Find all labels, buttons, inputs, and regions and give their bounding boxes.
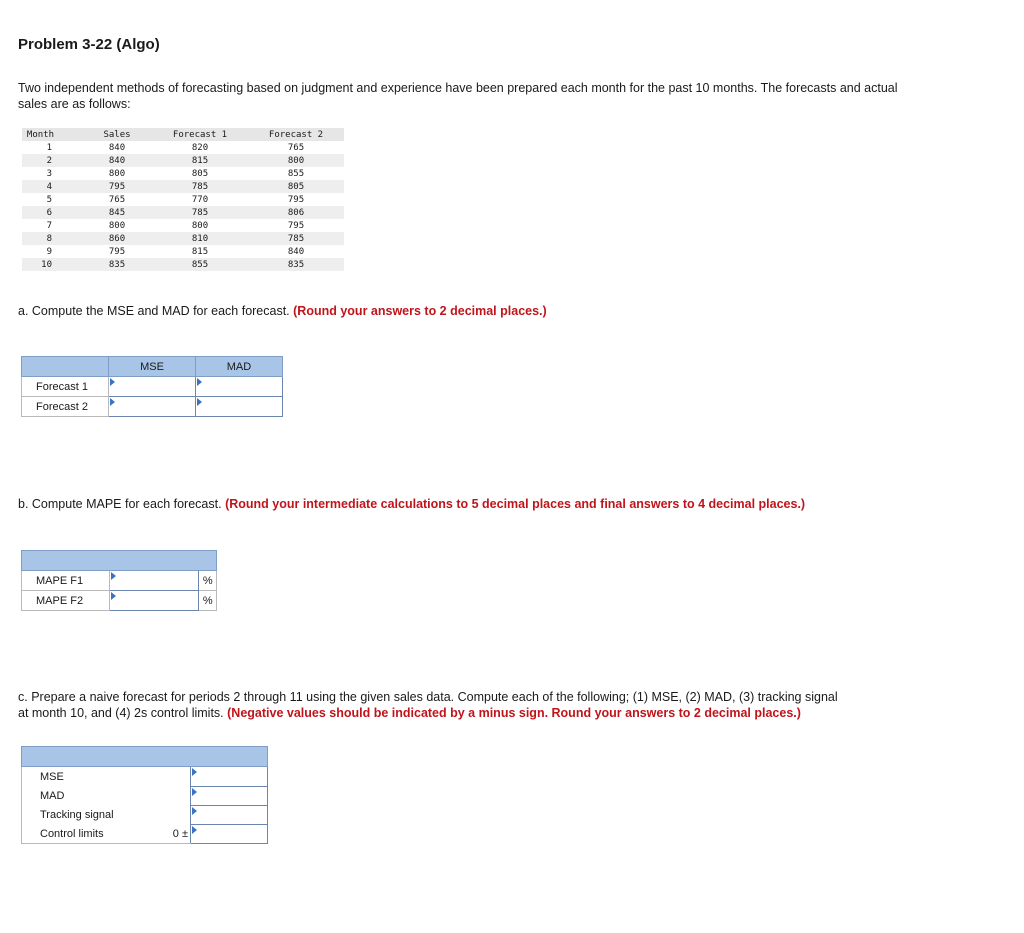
part-b-hint: (Round your intermediate calculations to 5 decimal places and final answers to 4 decimal places.)	[225, 497, 806, 511]
table-row	[22, 206, 344, 219]
cell-forecast-2: 765	[287, 142, 305, 153]
part-b-row-mape-f2: MAPE F2	[22, 591, 110, 611]
cell-forecast-1: 815	[152, 154, 248, 167]
cell-month: 7	[46, 220, 52, 231]
part-c-answer-table	[21, 746, 268, 844]
table-row	[22, 154, 344, 167]
cell-forecast-2: 806	[248, 206, 344, 219]
col-forecast-1: Forecast 1	[152, 128, 248, 141]
part-c-row-mad: MAD	[22, 786, 169, 805]
part-c-row-mse: MSE	[22, 767, 169, 787]
cell-sales: 795	[108, 246, 126, 257]
cell-forecast-1: 855	[152, 258, 248, 271]
table-row	[22, 258, 344, 271]
cell-sales: 800	[108, 220, 126, 231]
forecast-1-mse-input[interactable]	[109, 377, 196, 397]
cell-forecast-2: 795	[287, 194, 305, 205]
cell-forecast-2: 795	[287, 220, 305, 231]
mape-f2-input[interactable]	[109, 591, 199, 611]
cell-forecast-1: 820	[191, 142, 209, 153]
part-a-row-forecast-1: Forecast 1	[22, 377, 109, 397]
cell-forecast-1: 785	[152, 206, 248, 219]
cell-month: 1	[46, 142, 52, 153]
col-forecast-2: Forecast 2	[248, 128, 344, 141]
naive-mad-input[interactable]	[191, 786, 268, 805]
part-a-row-forecast-2: Forecast 2	[22, 397, 109, 417]
part-a-question	[18, 303, 868, 319]
cell-month: 8	[22, 232, 82, 245]
cell-forecast-2: 855	[287, 168, 305, 179]
table-row	[22, 232, 344, 245]
cell-forecast-2: 840	[287, 246, 305, 257]
col-month: Month	[22, 128, 82, 141]
table-row	[22, 141, 344, 154]
part-b-prompt: b. Compute MAPE for each forecast.	[18, 497, 222, 511]
cell-month: 6	[22, 206, 82, 219]
problem-intro: Two independent methods of forecasting based on judgment and experience have been prepared each month for the past 10 months. The forecasts and actual sales are as follows:	[18, 81, 898, 111]
mape-f1-percent: %	[199, 571, 217, 591]
part-b-header	[22, 551, 217, 571]
part-a-prompt: a. Compute the MSE and MAD for each forecast.	[18, 304, 290, 318]
cell-sales: 800	[108, 168, 126, 179]
col-sales: Sales	[82, 128, 152, 141]
table-row	[22, 180, 344, 193]
cell-sales: 845	[82, 206, 152, 219]
cell-forecast-1: 785	[152, 180, 248, 193]
table-row	[22, 219, 344, 232]
cell-forecast-2: 785	[248, 232, 344, 245]
cell-forecast-1: 815	[191, 246, 209, 257]
cell-forecast-1: 800	[191, 220, 209, 231]
cell-month: 5	[46, 194, 52, 205]
part-c-row-tracking-signal: Tracking signal	[22, 805, 169, 824]
problem-title: Problem 3-22 (Algo)	[18, 36, 160, 53]
part-b-question	[18, 496, 818, 512]
table-row	[22, 167, 344, 180]
cell-month: 2	[22, 154, 82, 167]
part-c-hint: (Negative values should be indicated by a minus sign. Round your answers to 2 decimal places.)	[227, 706, 801, 720]
cell-forecast-1: 810	[152, 232, 248, 245]
cell-sales: 860	[82, 232, 152, 245]
cell-sales: 795	[82, 180, 152, 193]
cell-month: 9	[46, 246, 52, 257]
part-a-answer-table	[21, 356, 283, 417]
part-c-header	[22, 747, 268, 767]
cell-forecast-2: 805	[248, 180, 344, 193]
control-limits-prefix: 0 ±	[168, 824, 191, 844]
cell-month: 4	[22, 180, 82, 193]
cell-sales: 840	[108, 142, 126, 153]
part-b-answer-table	[21, 550, 217, 611]
part-a-col-mse: MSE	[109, 357, 196, 377]
cell-forecast-2: 800	[248, 154, 344, 167]
cell-forecast-1: 770	[191, 194, 209, 205]
control-limits-input[interactable]	[191, 824, 268, 844]
cell-forecast-1: 805	[191, 168, 209, 179]
part-a-col-mad: MAD	[196, 357, 283, 377]
part-c-question	[18, 689, 848, 721]
mape-f1-input[interactable]	[109, 571, 199, 591]
forecast-2-mse-input[interactable]	[109, 397, 196, 417]
cell-sales: 765	[108, 194, 126, 205]
naive-mse-input[interactable]	[191, 767, 268, 787]
sales-forecast-table	[22, 128, 344, 271]
mape-f2-percent: %	[199, 591, 217, 611]
part-a-hint: (Round your answers to 2 decimal places.)	[293, 304, 547, 318]
forecast-1-mad-input[interactable]	[196, 377, 283, 397]
part-b-row-mape-f1: MAPE F1	[22, 571, 110, 591]
table-header-row	[22, 128, 344, 141]
tracking-signal-input[interactable]	[191, 805, 268, 824]
part-a-corner	[22, 357, 109, 377]
cell-month: 3	[46, 168, 52, 179]
cell-sales: 840	[82, 154, 152, 167]
cell-month: 10	[22, 258, 82, 271]
table-row	[22, 245, 344, 258]
part-c-prompt: c. Prepare a naive forecast for periods 2 through 11 using the given sales data. Compute each of the following; (1) MSE, (2) MAD, (3) tracking signal at month 10, and (4) 2s control limits.	[18, 690, 838, 720]
table-row	[22, 193, 344, 206]
forecast-2-mad-input[interactable]	[196, 397, 283, 417]
cell-sales: 835	[82, 258, 152, 271]
cell-forecast-2: 835	[248, 258, 344, 271]
part-c-row-control-limits: Control limits	[22, 824, 169, 844]
